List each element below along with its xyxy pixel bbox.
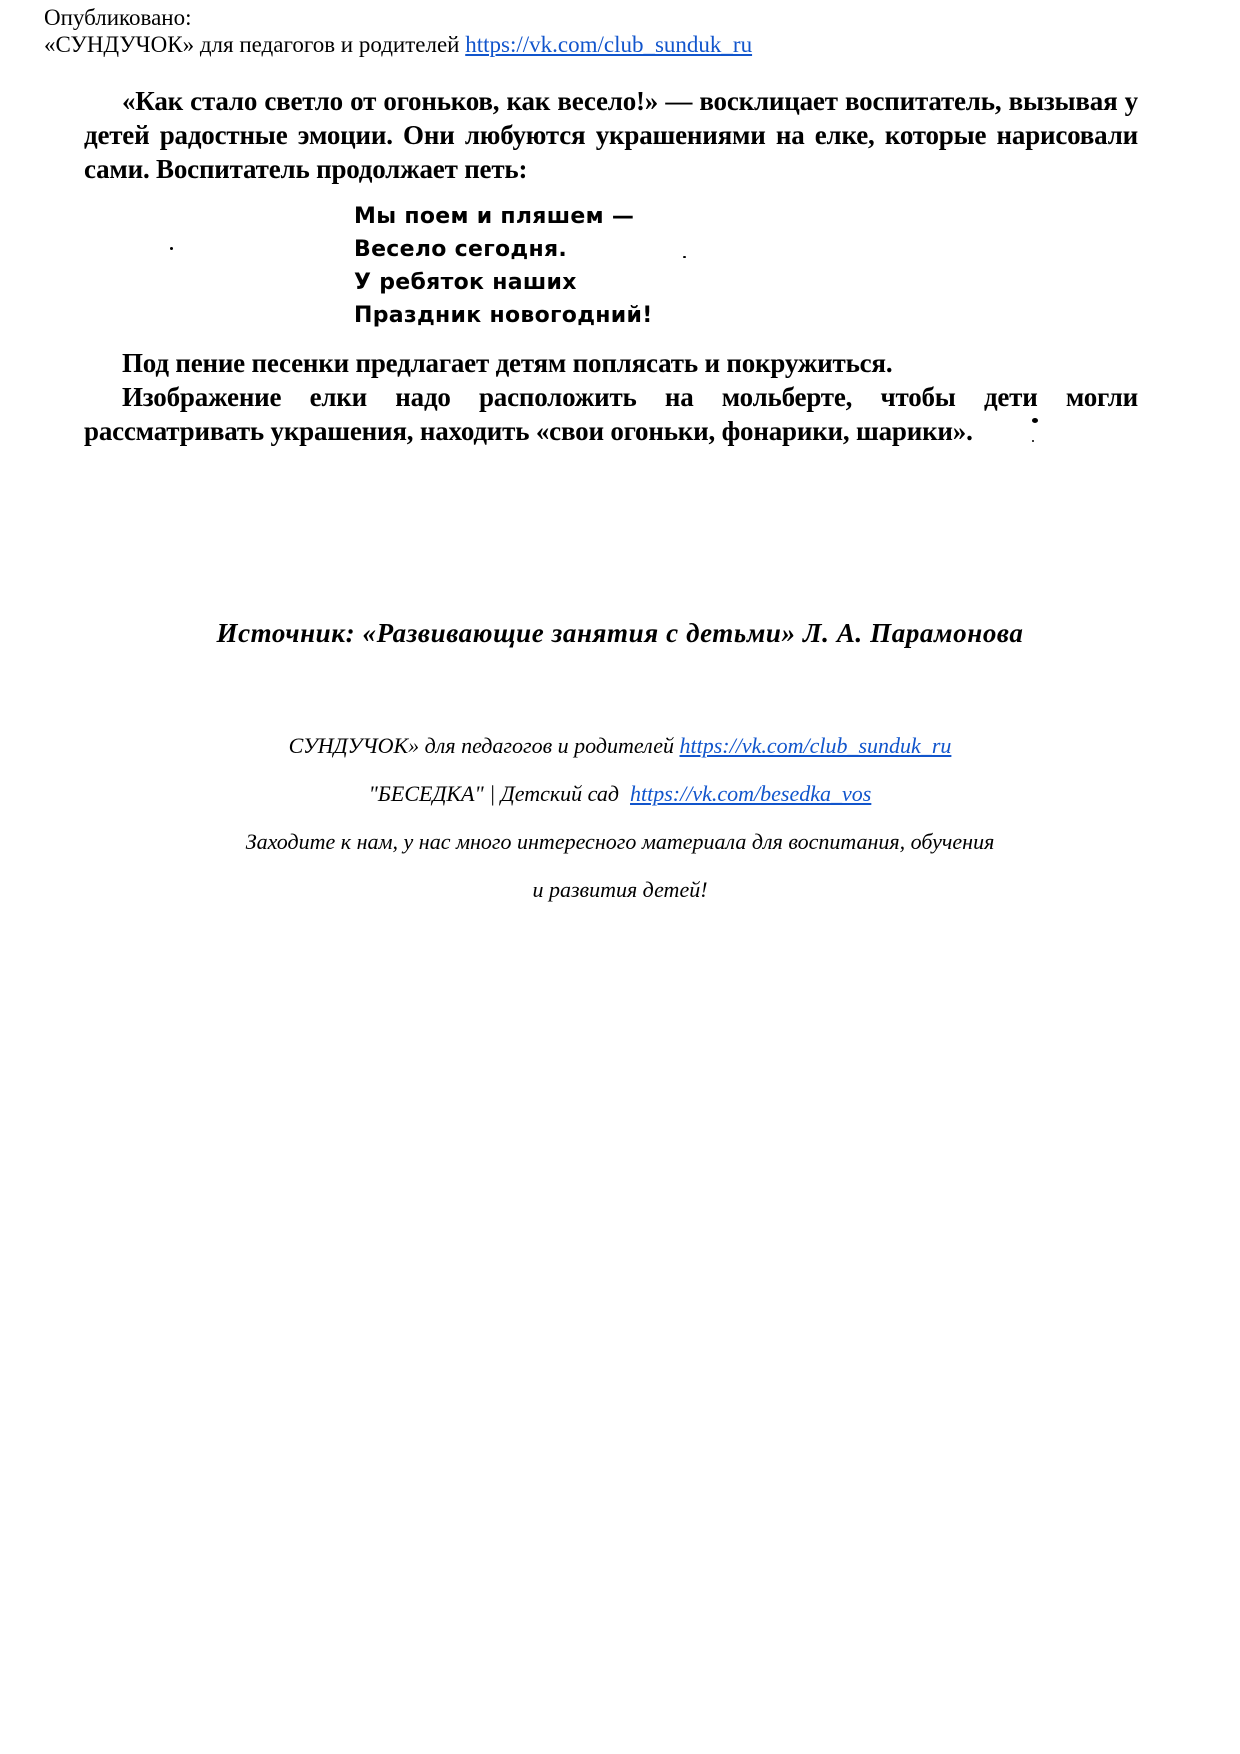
- published-header: [44, 4, 752, 58]
- article-paragraph-1: «Как стало светло от огоньков, как весело!» — восклицает воспитатель, вызывая у детей радостные эмоции. Они любуются украшениями на елке, которые нарисовали сами. Воспитатель продолжает петь:: [84, 86, 1138, 184]
- article-paragraph-3: Изображение елки надо расположить на мольберте, чтобы дети могли рассматривать украшения, находить «свои огоньки, фонарики, шарики».: [84, 382, 1138, 446]
- song-verse: [354, 200, 1138, 332]
- site-line: [44, 31, 752, 58]
- published-label: Опубликовано:: [44, 5, 192, 30]
- site-name: «СУНДУЧОК» для педагогов и родителей: [44, 32, 460, 57]
- scan-speck: [1032, 418, 1038, 423]
- scan-speck: [683, 256, 686, 258]
- footer: [0, 722, 1240, 914]
- verse-line: Праздник новогодний!: [354, 303, 653, 328]
- footer-invite-line: Заходите к нам, у нас много интересного материала для воспитания, обучения: [245, 829, 995, 854]
- footer-sunduk-text: СУНДУЧОК» для педагогов и родителей: [288, 733, 674, 758]
- sunduk-link[interactable]: https://vk.com/club_sunduk_ru: [465, 32, 753, 57]
- scan-speck: [1032, 440, 1034, 442]
- footer-invite-line-end: и развития детей!: [532, 877, 708, 902]
- footer-besedka-link[interactable]: https://vk.com/besedka_vos: [630, 781, 872, 806]
- verse-line: Мы поем и пляшем —: [354, 204, 635, 229]
- verse-line: У ребяток наших: [354, 270, 577, 295]
- footer-sunduk-link[interactable]: https://vk.com/club_sunduk_ru: [679, 733, 952, 758]
- footer-line-besedka: [0, 770, 1240, 818]
- source-citation: Источник: «Развивающие занятия с детьми» Л. А. Парамонова: [216, 618, 1024, 648]
- footer-besedka-text: "БЕСЕДКА" | Детский сад: [368, 781, 620, 806]
- footer-line-sunduk: [0, 722, 1240, 770]
- article-body: [84, 84, 1138, 448]
- article-paragraph-2: Под пение песенки предлагает детям поплясать и покружиться.: [122, 348, 893, 378]
- verse-line: Весело сегодня.: [354, 237, 568, 262]
- scan-speck: [170, 247, 173, 250]
